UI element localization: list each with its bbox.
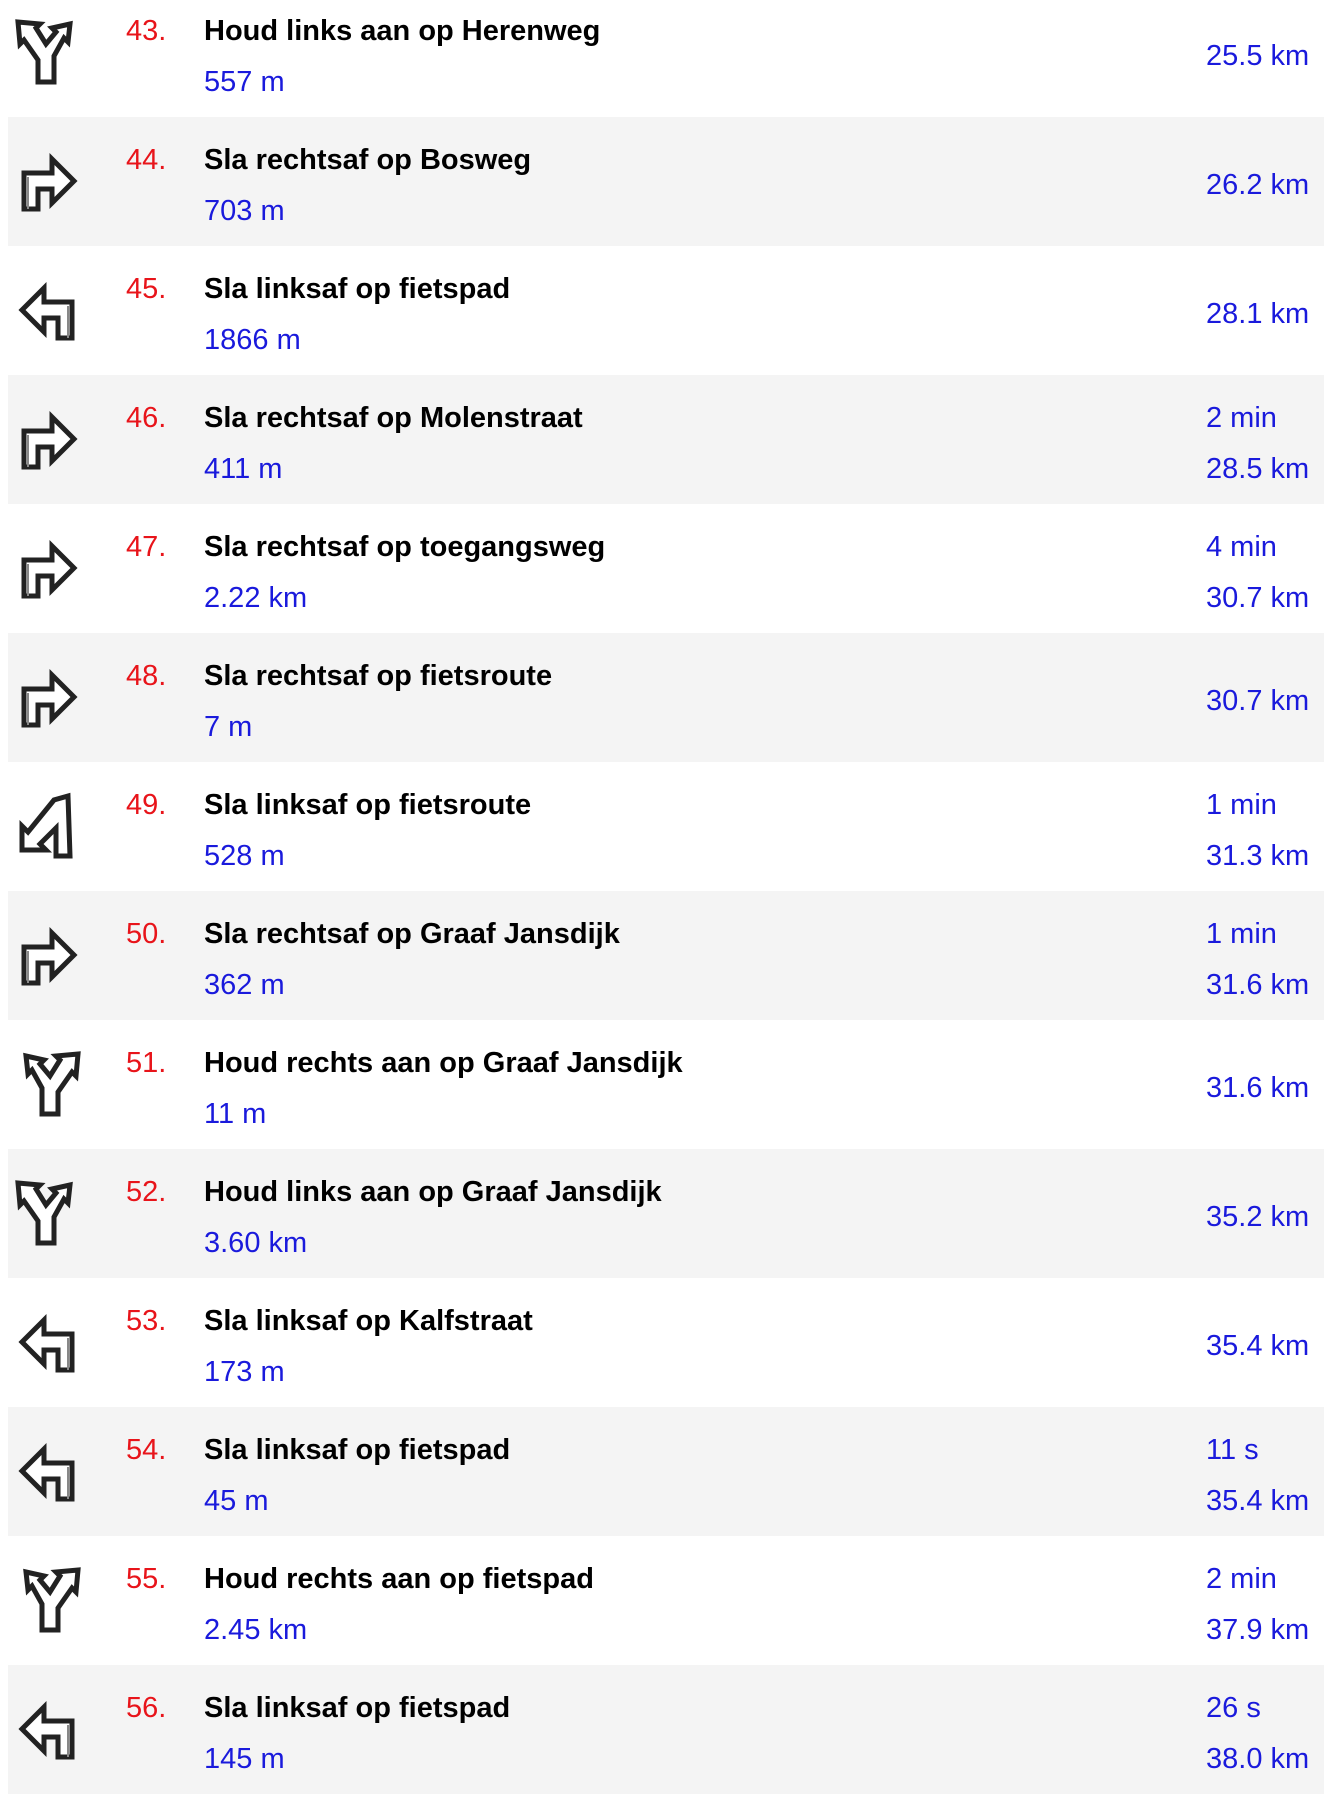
step-time-total — [1206, 1691, 1324, 1776]
step-time-total — [1206, 1046, 1324, 1105]
turn-left-icon — [12, 1304, 84, 1376]
step-distance: 528 m — [204, 840, 285, 872]
step-distance: 411 m — [204, 453, 283, 485]
step-duration: 1 min — [1206, 918, 1277, 950]
step-instruction: Sla rechtsaf op fietsroute — [204, 660, 553, 692]
step-distance: 173 m — [204, 1356, 285, 1388]
route-step-row[interactable] — [8, 891, 1324, 1020]
step-duration: 2 min — [1206, 1563, 1277, 1595]
step-duration: 26 s — [1206, 1692, 1261, 1724]
step-instruction: Sla linksaf op fietspad — [204, 1692, 511, 1724]
turn-right-icon — [12, 917, 84, 989]
step-number: 50. — [126, 918, 167, 950]
keep-left-icon — [12, 1175, 84, 1247]
cumulative-distance: 26.2 km — [1206, 169, 1310, 201]
step-number: 53. — [126, 1305, 167, 1337]
cumulative-distance: 31.6 km — [1206, 1072, 1310, 1104]
turn-left-icon — [12, 272, 84, 344]
step-number: 54. — [126, 1434, 167, 1466]
step-instruction: Houd links aan op Graaf Jansdijk — [204, 1176, 662, 1208]
turn-left-icon — [12, 1691, 84, 1763]
cumulative-distance: 35.4 km — [1206, 1485, 1310, 1517]
step-instruction: Sla rechtsaf op Bosweg — [204, 144, 532, 176]
turn-right-icon — [12, 530, 84, 602]
cumulative-distance: 37.9 km — [1206, 1614, 1310, 1646]
route-step-row[interactable] — [8, 1665, 1324, 1794]
step-distance: 703 m — [204, 195, 285, 227]
keep-right-icon — [12, 1562, 84, 1634]
route-step-row[interactable] — [8, 1020, 1324, 1149]
cumulative-distance: 35.2 km — [1206, 1201, 1310, 1233]
step-distance: 362 m — [204, 969, 285, 1001]
step-instruction: Houd rechts aan op fietspad — [204, 1563, 594, 1595]
route-step-row[interactable] — [8, 1149, 1324, 1278]
step-distance: 145 m — [204, 1743, 285, 1775]
route-step-row[interactable] — [8, 117, 1324, 246]
step-number: 46. — [126, 402, 167, 434]
cumulative-distance: 28.5 km — [1206, 453, 1310, 485]
step-number: 43. — [126, 15, 167, 47]
step-distance: 7 m — [204, 711, 253, 743]
step-number: 47. — [126, 531, 167, 563]
step-distance: 2.22 km — [204, 582, 308, 614]
step-instruction: Sla rechtsaf op toegangsweg — [204, 531, 606, 563]
cumulative-distance: 30.7 km — [1206, 685, 1310, 717]
step-time-total — [1206, 917, 1324, 1002]
route-step-row[interactable] — [8, 1536, 1324, 1665]
route-step-row[interactable] — [8, 375, 1324, 504]
step-number: 56. — [126, 1692, 167, 1724]
step-distance: 2.45 km — [204, 1614, 308, 1646]
step-time-total — [1206, 788, 1324, 873]
route-step-row[interactable] — [8, 1278, 1324, 1407]
step-time-total — [1206, 272, 1324, 331]
step-duration: 1 min — [1206, 789, 1277, 821]
route-step-row[interactable] — [8, 633, 1324, 762]
step-time-total — [1206, 143, 1324, 202]
cumulative-distance: 31.6 km — [1206, 969, 1310, 1001]
step-time-total — [1206, 14, 1324, 73]
step-distance: 1866 m — [204, 324, 301, 356]
turn-right-icon — [12, 143, 84, 215]
step-duration: 2 min — [1206, 402, 1277, 434]
cumulative-distance: 30.7 km — [1206, 582, 1310, 614]
step-time-total — [1206, 1562, 1324, 1647]
step-time-total — [1206, 659, 1324, 718]
step-number: 51. — [126, 1047, 167, 1079]
step-instruction: Sla linksaf op fietspad — [204, 1434, 511, 1466]
step-instruction: Sla rechtsaf op Graaf Jansdijk — [204, 918, 620, 950]
step-instruction: Houd links aan op Herenweg — [204, 15, 601, 47]
step-instruction: Sla linksaf op fietsroute — [204, 789, 532, 821]
step-time-total — [1206, 1175, 1324, 1234]
sharp-left-icon — [12, 788, 84, 860]
cumulative-distance: 35.4 km — [1206, 1330, 1310, 1362]
step-time-total — [1206, 401, 1324, 486]
cumulative-distance: 25.5 km — [1206, 40, 1310, 72]
keep-left-icon — [12, 14, 84, 86]
route-step-row[interactable] — [8, 504, 1324, 633]
cumulative-distance: 31.3 km — [1206, 840, 1310, 872]
step-time-total — [1206, 1433, 1324, 1518]
step-instruction: Sla linksaf op Kalfstraat — [204, 1305, 533, 1337]
route-step-row[interactable] — [8, 762, 1324, 891]
step-instruction: Sla rechtsaf op Molenstraat — [204, 402, 583, 434]
route-step-row[interactable] — [8, 0, 1324, 117]
step-number: 49. — [126, 789, 167, 821]
step-number: 52. — [126, 1176, 167, 1208]
step-number: 55. — [126, 1563, 167, 1595]
step-instruction: Houd rechts aan op Graaf Jansdijk — [204, 1047, 683, 1079]
step-duration: 11 s — [1206, 1434, 1259, 1466]
step-number: 48. — [126, 660, 167, 692]
route-step-row[interactable] — [8, 1407, 1324, 1536]
step-time-total — [1206, 1304, 1324, 1363]
step-time-total — [1206, 530, 1324, 615]
step-distance: 3.60 km — [204, 1227, 308, 1259]
cumulative-distance: 28.1 km — [1206, 298, 1310, 330]
step-duration: 4 min — [1206, 531, 1277, 563]
route-step-row[interactable] — [8, 246, 1324, 375]
step-instruction: Sla linksaf op fietspad — [204, 273, 511, 305]
turn-left-icon — [12, 1433, 84, 1505]
turn-right-icon — [12, 659, 84, 731]
step-distance: 11 m — [204, 1098, 267, 1130]
turn-right-icon — [12, 401, 84, 473]
cumulative-distance: 38.0 km — [1206, 1743, 1310, 1775]
keep-right-icon — [12, 1046, 84, 1118]
step-distance: 557 m — [204, 66, 285, 98]
step-distance: 45 m — [204, 1485, 269, 1517]
step-number: 45. — [126, 273, 167, 305]
step-number: 44. — [126, 144, 167, 176]
